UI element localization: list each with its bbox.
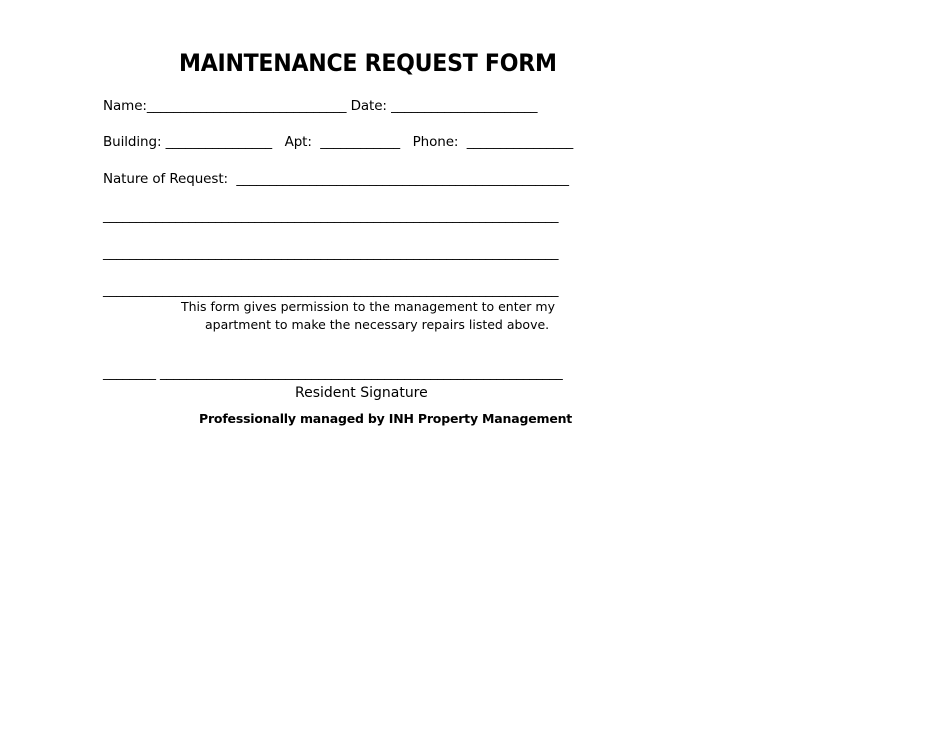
signature-line[interactable]: ________ _____________________________________________________________ xyxy=(103,365,563,381)
building-apt-phone-row[interactable]: Building: ________________ Apt: ____________ Phone: ________________ xyxy=(103,134,574,150)
name-date-row[interactable]: Name:______________________________ Date: ______________________ xyxy=(103,98,538,114)
request-blank-line-3[interactable]: _____________________________________________________________________ xyxy=(103,282,559,298)
request-blank-line-2[interactable]: _____________________________________________________________________ xyxy=(103,245,559,261)
signature-label: Resident Signature xyxy=(295,385,428,401)
permission-text-line-1: This form gives permission to the management to enter my xyxy=(181,299,555,314)
managed-by-footer: Professionally managed by INH Property Management xyxy=(199,411,573,426)
form-title: MAINTENANCE REQUEST FORM xyxy=(179,49,557,77)
request-blank-line-1[interactable]: _____________________________________________________________________ xyxy=(103,208,559,224)
nature-of-request-row[interactable]: Nature of Request: __________________________________________________ xyxy=(103,171,569,187)
permission-text-line-2: apartment to make the necessary repairs listed above. xyxy=(205,317,550,332)
